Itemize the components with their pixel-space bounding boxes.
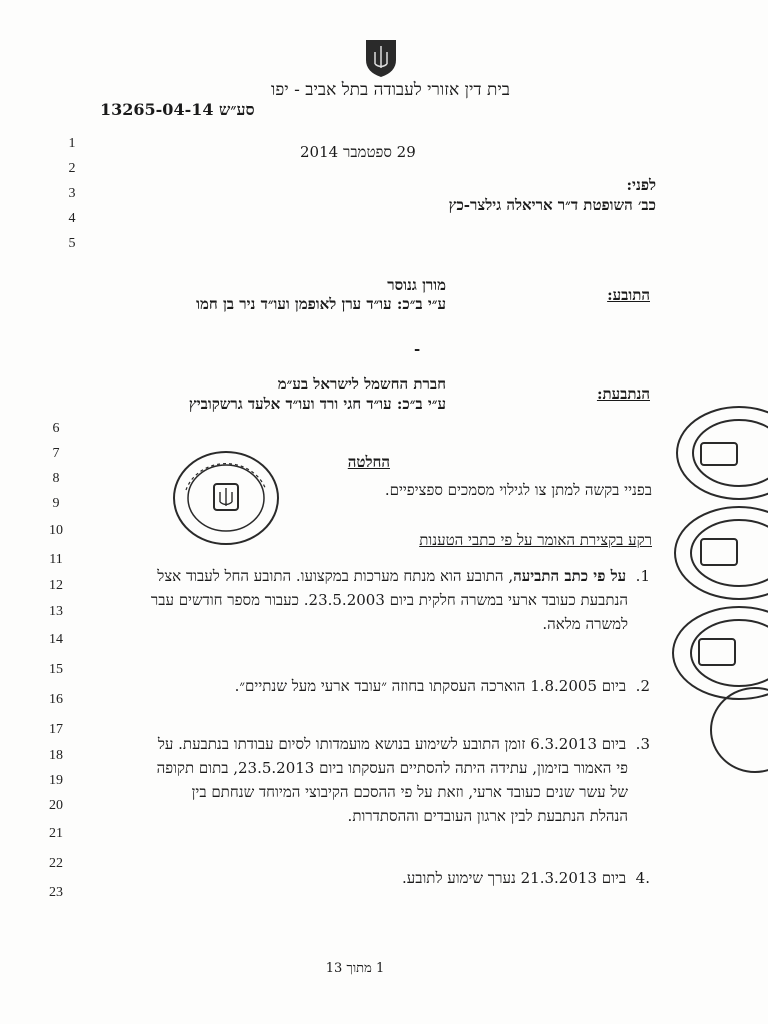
plaintiff-counsel: ע״י ב״כ: עו״ד ערן לאופמן ועו״ד ניר בן חמו	[196, 295, 446, 313]
decision-intro: בפניי בקשה למתן צו לגילוי מסמכים ספציפיים.	[384, 481, 652, 499]
plaintiff-label: התובע:	[607, 286, 650, 304]
line-number: 5	[68, 236, 76, 251]
state-emblem-icon	[363, 38, 399, 78]
line-number: 9	[52, 496, 60, 511]
line-number: 6	[52, 421, 60, 436]
line-number: 16	[49, 692, 63, 707]
defendant-label: הנתבעת:	[596, 385, 650, 403]
separator: -	[414, 340, 421, 358]
case-number: סע״ש 13265-04-14	[100, 100, 255, 119]
defendant-counsel: ע״י ב״כ: עו״ד חגי ורד ועו״ד אלעד גרשקוביץ	[188, 395, 446, 413]
plaintiff-name: מורן גנוסר	[387, 276, 446, 294]
line-number: 13	[49, 604, 63, 619]
decision-date: 29 ספטמבר 2014	[300, 143, 416, 161]
line-number: 12	[49, 578, 63, 593]
line-number: 19	[49, 773, 63, 788]
court-name: בית דין אזורי לעבודה בתל אביב - יפו	[271, 80, 510, 100]
list-item-2: 2. ביום 1.8.2005 הוארכה העסקתו בחוזה ״עובד ארעי מעל שנתיים״.	[234, 677, 650, 695]
line-number: 1	[68, 136, 76, 151]
court-seal-stamp-icon	[172, 450, 280, 546]
court-seal-stamps-edge	[665, 405, 768, 775]
list-item-3: 3. ביום 6.3.2013 זומן התובע לשימוע בנושא מועמדותו לסיום עבודתו בנתבעת. על פי האמור בזימון, עתידה היתה להסתיים העסקתו ביום 23.5.2013, בתום תקופה של עשר שנים כעובד ארעי, וזאת על פי ההסכם הקיבוצי המיוחד שנחתם בין הנהלת הנתבעת לבין ארגון העובדים וההסתדרות.	[156, 735, 650, 825]
background-heading: רקע בקצירת האומר על פי כתבי הטענות	[419, 531, 652, 549]
list-item-4: .4 ביום 21.3.2013 נערך שימוע לתובע.	[401, 869, 650, 887]
line-number: 21	[49, 826, 63, 841]
line-number: 18	[49, 748, 63, 763]
line-number: 20	[49, 798, 63, 813]
line-number: 11	[49, 552, 63, 567]
before-label: לפני:	[626, 176, 656, 194]
line-number: 4	[68, 211, 76, 226]
line-number: 17	[49, 722, 63, 737]
defendant-name: חברת החשמל לישראל בע״מ	[277, 375, 446, 393]
page-footer: 1 מתוך 13	[325, 961, 385, 976]
line-number: 7	[52, 446, 60, 461]
line-number: 22	[49, 856, 63, 871]
line-number: 3	[68, 186, 76, 201]
line-number: 14	[49, 632, 63, 647]
decision-title: החלטה	[347, 453, 390, 471]
line-number: 23	[49, 885, 63, 900]
line-number: 8	[52, 471, 60, 486]
line-number: 2	[68, 161, 76, 176]
line-number: 15	[49, 662, 63, 677]
judge-name: כב׳ השופטת ד״ר אריאלה גילצר-כץ	[448, 196, 656, 214]
list-item-1: 1. על פי כתב התביעה, התובע הוא מנתח מערכות במקצועו. התובע החל לעבוד אצל הנתבעת כעובד ארעי במשרה חלקית ביום 23.5.2003. כעבור מספר חודשים עבר למשרה מלאה.	[150, 567, 650, 633]
line-number: 10	[49, 523, 63, 538]
